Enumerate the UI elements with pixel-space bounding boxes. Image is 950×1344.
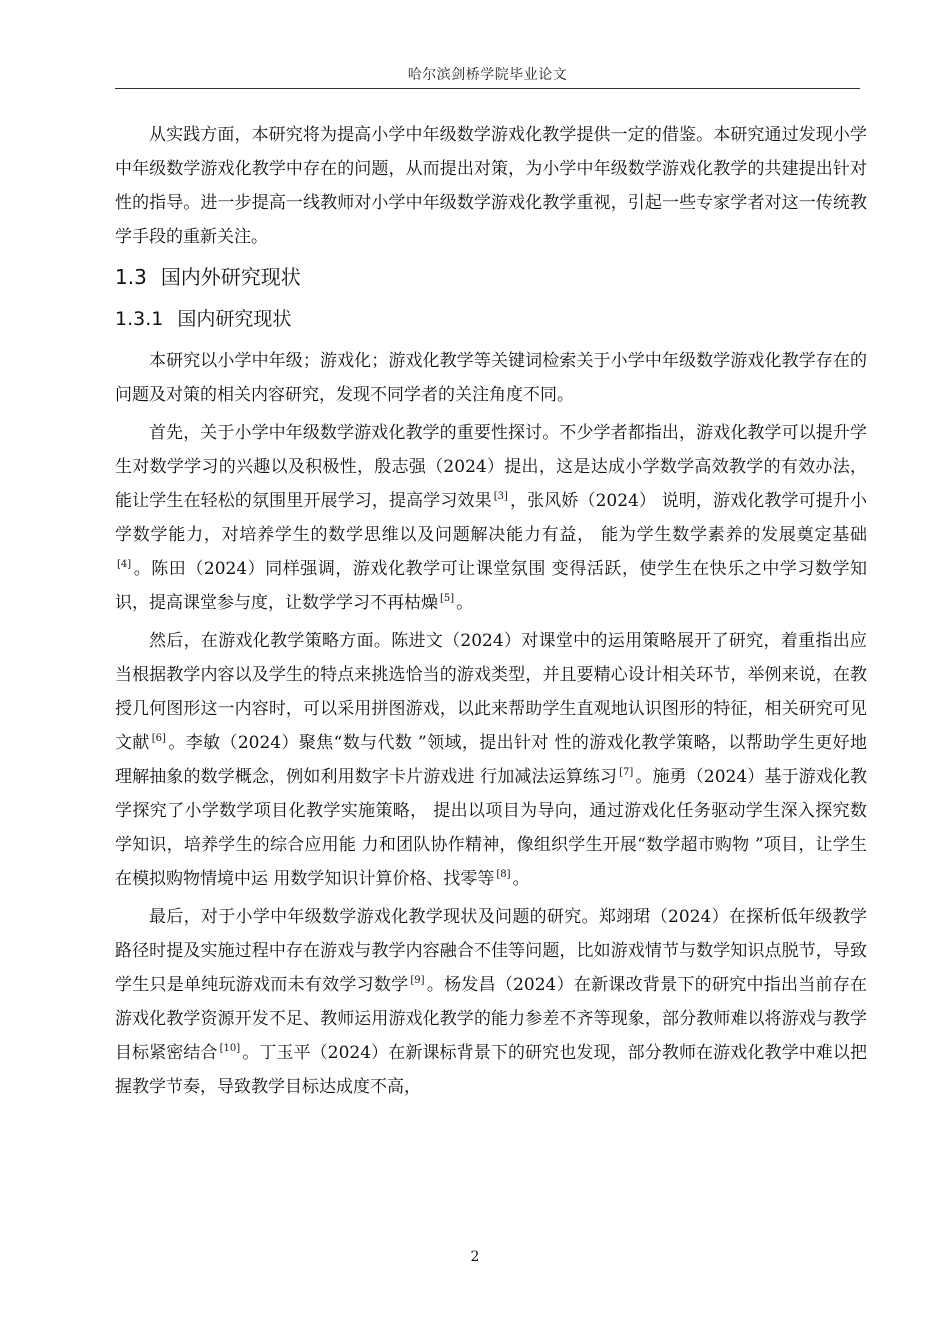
- text-run: 。李敏（2024）聚焦“数与代数 ”领域，提出针对 性的游戏化教学策略，以帮助学生更好地理解抽象的数学概念，例如利用数字卡片游戏进 行加减法运算练习: [115, 733, 868, 787]
- section-number: 1.3: [115, 265, 147, 289]
- text-run: 。: [512, 869, 530, 889]
- citation-ref[interactable]: [5]: [440, 593, 455, 605]
- section-heading-1-3: [115, 262, 867, 292]
- citation-ref[interactable]: [10]: [219, 1043, 241, 1055]
- citation-ref[interactable]: [8]: [496, 869, 511, 881]
- citation-ref[interactable]: [6]: [151, 733, 166, 745]
- paragraph-strategies: [115, 624, 867, 896]
- header-divider: [115, 88, 860, 89]
- subsection-heading-1-3-1: [115, 304, 867, 334]
- text-run: 最后，对于小学中年级数学游戏化教学现状及问题的研究。郑翊珺（2024）在探析低年级教学路径时提及实施过程中存在游戏与教学内容融合不佳等问题，比如游戏情节与数学知识点脱节，导致学生只是单纯玩游戏而未有效学习数学: [115, 907, 867, 995]
- paragraph-importance: [115, 416, 867, 620]
- text-run: 。陈田（2024）同样强调，游戏化教学可让课堂氛围 变得活跃，使学生在快乐之中学习数学知识，提高课堂参与度，让数学学习不再枯燥: [115, 559, 867, 613]
- paragraph-status-problems: [115, 900, 867, 1104]
- text-run: 。施勇（2024）基于游戏化教学探究了小学数学项目化教学实施策略， 提出以项目为导向，通过游戏化任务驱动学生深入探究数学知识，培养学生的综合应用能 力和团队协作精神，像组织学生开展“数学超市购物 ”项目，让学生在模拟购物情境中运 用数学知识计算价格、找零等: [115, 767, 868, 889]
- paragraph-search-method: 本研究以小学中年级；游戏化；游戏化教学等关键词检索关于小学中年级数学游戏化教学存在的问题及对策的相关内容研究，发现不同学者的关注角度不同。: [115, 351, 867, 405]
- section-title: 国内外研究现状: [160, 265, 301, 289]
- text-run: 。丁玉平（2024）在新课标背景下的研究也发现，部分教师在游戏化教学中难以把握教学节奏，导致教学目标达成度不高，: [115, 1043, 868, 1097]
- running-header: 哈尔滨剑桥学院毕业论文: [407, 67, 568, 83]
- text-run: 首先，关于小学中年级数学游戏化教学的重要性探讨。不少学者都指出，游戏化教学可以提升学生对数学学习的兴趣以及积极性，殷志强（2024）提出，这是达成小学数学高效教学的有效办法，能让学生在轻松的氛围里开展学习，提高学习效果: [115, 423, 867, 511]
- page-number: 2: [470, 1249, 480, 1265]
- citation-ref[interactable]: [4]: [117, 559, 132, 571]
- subsection-title: 国内研究现状: [177, 308, 292, 330]
- citation-ref[interactable]: [3]: [493, 491, 508, 503]
- page-body: [115, 118, 867, 1108]
- paragraph-practice-significance: 从实践方面，本研究将为提高小学中年级数学游戏化教学提供一定的借鉴。本研究通过发现小学中年级数学游戏化教学中存在的问题，从而提出对策，为小学中年级数学游戏化教学的共建提出针对性的指导。进一步提高一线教师对小学中年级数学游戏化教学重视，引起一些专家学者对这一传统教学手段的重新关注。: [115, 125, 867, 247]
- text-run: ，张风娇（2024） 说明，游戏化教学可提升小学数学能力，对培养学生的数学思维以及问题解决能力有益， 能为学生数学素养的发展奠定基础: [115, 491, 867, 545]
- text-run: 。: [456, 593, 474, 613]
- text-run: 。杨发昌（2024）在新课改背景下的研究中指出当前存在游戏化教学资源开发不足、教师运用游戏化教学的能力参差不齐等现象，部分教师难以将游戏与教学目标紧密结合: [115, 975, 868, 1063]
- subsection-number: 1.3.1: [115, 308, 164, 330]
- citation-ref[interactable]: [9]: [410, 975, 425, 987]
- text-run: 然后，在游戏化教学策略方面。陈进文（2024）对课堂中的运用策略展开了研究，着重指出应当根据教学内容以及学生的特点来挑选恰当的游戏类型，并且要精心设计相关环节，举例来说，在教授几何图形这一内容时，可以采用拼图游戏，以此来帮助学生直观地认识图形的特征，相关研究可见文献: [115, 631, 867, 753]
- citation-ref[interactable]: [7]: [619, 767, 634, 779]
